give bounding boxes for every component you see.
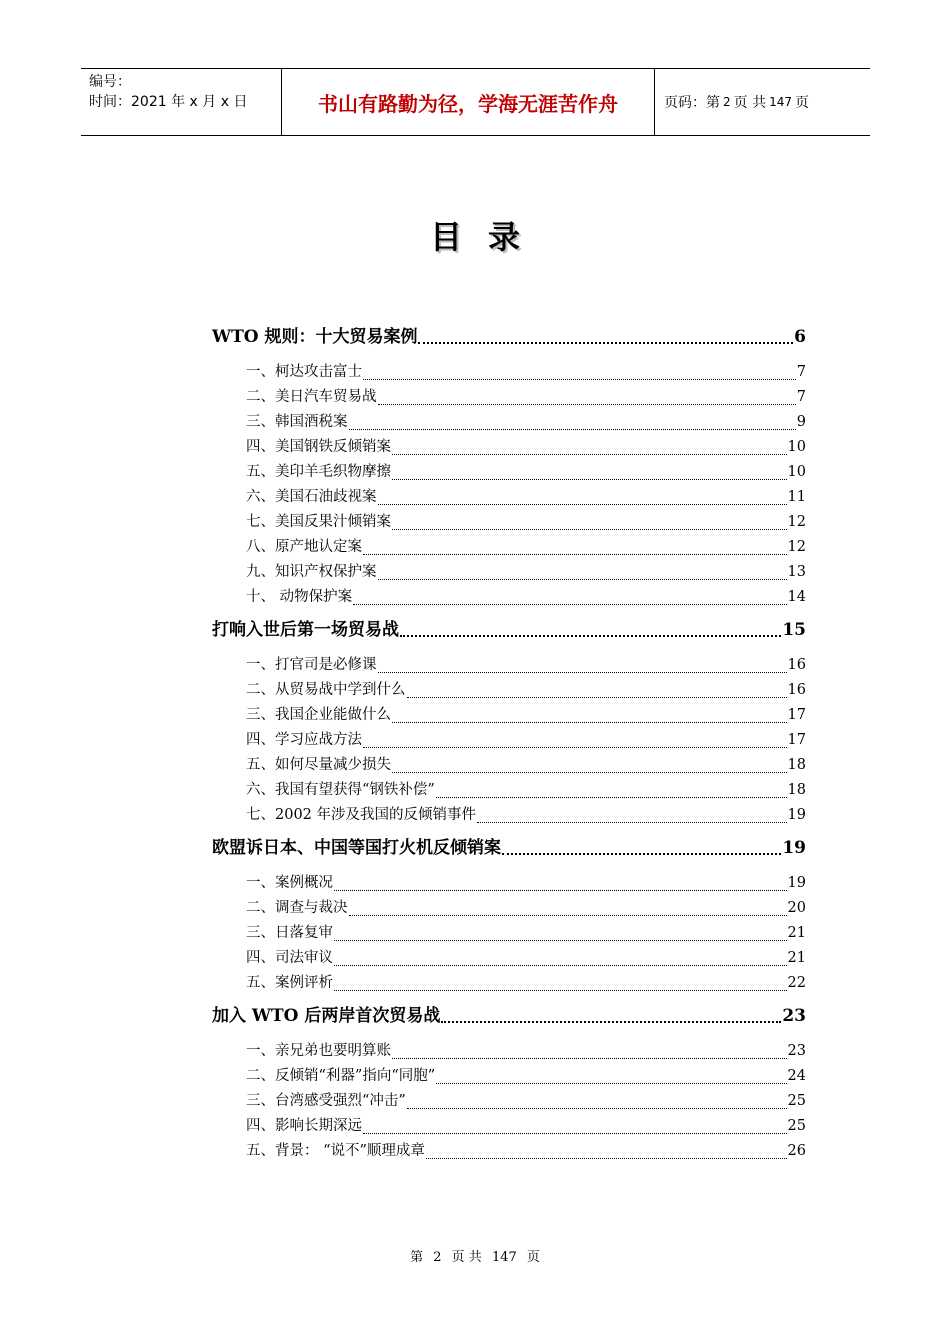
toc-entry[interactable] — [212, 585, 806, 610]
header-page-mid: 页 共 — [733, 95, 767, 111]
toc-entry-label: 四、影响长期深远 — [246, 1118, 362, 1134]
toc-page-number: 11 — [787, 489, 806, 505]
toc-dot-leader — [426, 1157, 787, 1159]
toc-dot-leader — [477, 821, 787, 823]
header-motto: 书山有路勤为径，学海无涯苦作舟 — [282, 69, 655, 135]
header-page-current: 2 — [723, 95, 731, 109]
page-header — [81, 68, 870, 136]
toc-section-heading[interactable] — [212, 833, 806, 863]
toc-page-number: 25 — [787, 1093, 806, 1109]
toc-dot-leader — [407, 696, 787, 698]
toc-entry[interactable] — [212, 871, 806, 896]
toc-entry-label: 四、美国钢铁反倾销案 — [246, 439, 391, 455]
toc-dot-leader — [363, 746, 787, 748]
toc-entry[interactable] — [212, 385, 806, 410]
toc-dot-leader — [436, 1082, 786, 1084]
toc-entry-label: 六、美国石油歧视案 — [246, 489, 377, 505]
toc-dot-leader — [392, 771, 787, 773]
toc-entry-label: 一、亲兄弟也要明算账 — [246, 1043, 391, 1059]
toc-dot-leader — [392, 478, 787, 480]
toc-entry[interactable] — [212, 1064, 806, 1089]
toc-dot-leader — [378, 578, 787, 580]
toc-entry[interactable] — [212, 410, 806, 435]
table-of-contents — [212, 322, 806, 1169]
toc-entry[interactable] — [212, 728, 806, 753]
toc-entry[interactable] — [212, 485, 806, 510]
toc-entry-label: 打响入世后第一场贸易战 — [212, 620, 399, 640]
toc-dot-leader — [392, 1057, 787, 1059]
toc-entry[interactable] — [212, 435, 806, 460]
toc-page-number: 14 — [787, 589, 806, 605]
toc-entry[interactable] — [212, 460, 806, 485]
toc-dot-leader — [418, 341, 793, 344]
toc-entry[interactable] — [212, 946, 806, 971]
toc-page-number: 7 — [796, 389, 806, 405]
toc-dot-leader — [353, 603, 786, 605]
toc-page-number: 21 — [787, 925, 806, 941]
toc-page-number: 12 — [787, 539, 806, 555]
toc-dot-leader — [349, 914, 787, 916]
toc-entry[interactable] — [212, 1139, 806, 1164]
toc-dot-leader — [378, 403, 796, 405]
toc-entry-label: 七、美国反果汁倾销案 — [246, 514, 391, 530]
toc-entry-label: 三、日落复审 — [246, 925, 333, 941]
toc-dot-leader — [378, 671, 787, 673]
toc-dot-leader — [334, 989, 787, 991]
toc-entry-label: 九、知识产权保护案 — [246, 564, 377, 580]
toc-dot-leader — [363, 553, 787, 555]
toc-entry[interactable] — [212, 560, 806, 585]
toc-entry[interactable] — [212, 921, 806, 946]
toc-dot-leader — [502, 852, 781, 855]
toc-page-number: 12 — [787, 514, 806, 530]
toc-page-number: 16 — [787, 682, 806, 698]
toc-dot-leader — [349, 428, 796, 430]
footer-mid: 页 共 — [451, 1250, 482, 1265]
toc-entry[interactable] — [212, 360, 806, 385]
toc-entry-label: 二、调查与裁决 — [246, 900, 348, 916]
toc-page-number: 19 — [787, 807, 806, 823]
toc-entry[interactable] — [212, 971, 806, 996]
header-page-suffix: 页 — [795, 95, 809, 111]
toc-dot-leader — [378, 503, 787, 505]
page-footer — [0, 1246, 950, 1265]
toc-page-number: 26 — [787, 1143, 806, 1159]
footer-current: 2 — [433, 1250, 442, 1265]
toc-dot-leader — [363, 378, 796, 380]
toc-entry-label: 七、2002 年涉及我国的反倾销事件 — [246, 807, 477, 823]
header-page-info — [655, 69, 870, 135]
toc-page-number: 19 — [787, 875, 806, 891]
toc-page-number: 24 — [787, 1068, 806, 1084]
toc-page-number: 20 — [787, 900, 806, 916]
toc-page-number: 7 — [796, 364, 806, 380]
toc-entry-label: 五、案例评析 — [246, 975, 333, 991]
toc-entry-label: 四、司法审议 — [246, 950, 333, 966]
toc-entry[interactable] — [212, 510, 806, 535]
toc-entry[interactable] — [212, 896, 806, 921]
toc-entry-label: 加入 WTO 后两岸首次贸易战 — [212, 1006, 441, 1026]
toc-entry[interactable] — [212, 653, 806, 678]
toc-page-number: 23 — [782, 1006, 806, 1026]
toc-page-number: 10 — [787, 439, 806, 455]
toc-dot-leader — [407, 1107, 787, 1109]
toc-entry[interactable] — [212, 778, 806, 803]
toc-page-number: 17 — [787, 732, 806, 748]
toc-entry-label: WTO 规则：十大贸易案例 — [212, 327, 418, 347]
toc-dot-leader — [392, 453, 787, 455]
toc-entry[interactable] — [212, 678, 806, 703]
header-page-total: 147 — [769, 95, 792, 109]
toc-entry[interactable] — [212, 1039, 806, 1064]
toc-dot-leader — [392, 528, 787, 530]
header-page-prefix: 页码：第 — [664, 95, 720, 111]
toc-page-number: 18 — [787, 782, 806, 798]
toc-dot-leader — [363, 1132, 787, 1134]
toc-entry-label: 五、背景： “说不”顺理成章 — [246, 1143, 425, 1159]
toc-page-number: 19 — [782, 838, 806, 858]
toc-entry[interactable] — [212, 703, 806, 728]
toc-entry-label: 欧盟诉日本、中国等国打火机反倾销案 — [212, 838, 501, 858]
toc-entry-label: 一、案例概况 — [246, 875, 333, 891]
toc-entry[interactable] — [212, 803, 806, 828]
toc-entry-label: 八、原产地认定案 — [246, 539, 362, 555]
toc-entry-label: 二、反倾销“利器”指向“同胞” — [246, 1068, 436, 1084]
toc-entry-label: 二、美日汽车贸易战 — [246, 389, 377, 405]
toc-dot-leader — [392, 721, 787, 723]
toc-dot-leader — [436, 796, 787, 798]
header-time-label: 时间：2021 年 x 月 x 日 — [89, 94, 248, 110]
toc-page-number: 6 — [794, 327, 806, 347]
toc-entry-label: 十、 动物保护案 — [246, 589, 353, 605]
toc-section-heading[interactable] — [212, 1001, 806, 1031]
toc-page-number: 13 — [787, 564, 806, 580]
toc-page-number: 21 — [787, 950, 806, 966]
toc-entry-label: 二、从贸易战中学到什么 — [246, 682, 406, 698]
toc-entry-label: 四、学习应战方法 — [246, 732, 362, 748]
toc-dot-leader — [334, 939, 787, 941]
footer-prefix: 第 — [410, 1250, 424, 1265]
header-meta — [81, 69, 282, 135]
toc-dot-leader — [334, 889, 787, 891]
toc-entry[interactable] — [212, 535, 806, 560]
toc-entry-label: 一、打官司是必修课 — [246, 657, 377, 673]
toc-entry-label: 五、如何尽量减少损失 — [246, 757, 391, 773]
toc-page-number: 16 — [787, 657, 806, 673]
toc-entry-label: 三、台湾感受强烈“冲击” — [246, 1093, 406, 1109]
header-number-label: 编号： — [89, 74, 131, 90]
toc-entry-label: 六、我国有望获得“钢铁补偿” — [246, 782, 435, 798]
toc-section-heading[interactable] — [212, 322, 806, 352]
toc-section-heading[interactable] — [212, 615, 806, 645]
toc-dot-leader — [441, 1020, 781, 1023]
footer-suffix: 页 — [526, 1250, 540, 1265]
toc-entry[interactable] — [212, 1114, 806, 1139]
toc-page-number: 22 — [787, 975, 806, 991]
toc-entry-label: 一、柯达攻击富士 — [246, 364, 362, 380]
toc-dot-leader — [334, 964, 787, 966]
toc-entry[interactable] — [212, 753, 806, 778]
toc-page-number: 17 — [787, 707, 806, 723]
toc-page-number: 15 — [782, 620, 806, 640]
toc-entry[interactable] — [212, 1089, 806, 1114]
toc-page-number: 18 — [787, 757, 806, 773]
toc-page-number: 10 — [787, 464, 806, 480]
toc-page-number: 23 — [787, 1043, 806, 1059]
toc-page-number: 9 — [796, 414, 806, 430]
page-title: 目录 — [429, 218, 546, 256]
footer-total: 147 — [491, 1250, 517, 1265]
toc-entry-label: 三、我国企业能做什么 — [246, 707, 391, 723]
toc-page-number: 25 — [787, 1118, 806, 1134]
toc-dot-leader — [400, 634, 781, 637]
toc-entry-label: 五、美印羊毛织物摩擦 — [246, 464, 391, 480]
toc-entry-label: 三、韩国酒税案 — [246, 414, 348, 430]
